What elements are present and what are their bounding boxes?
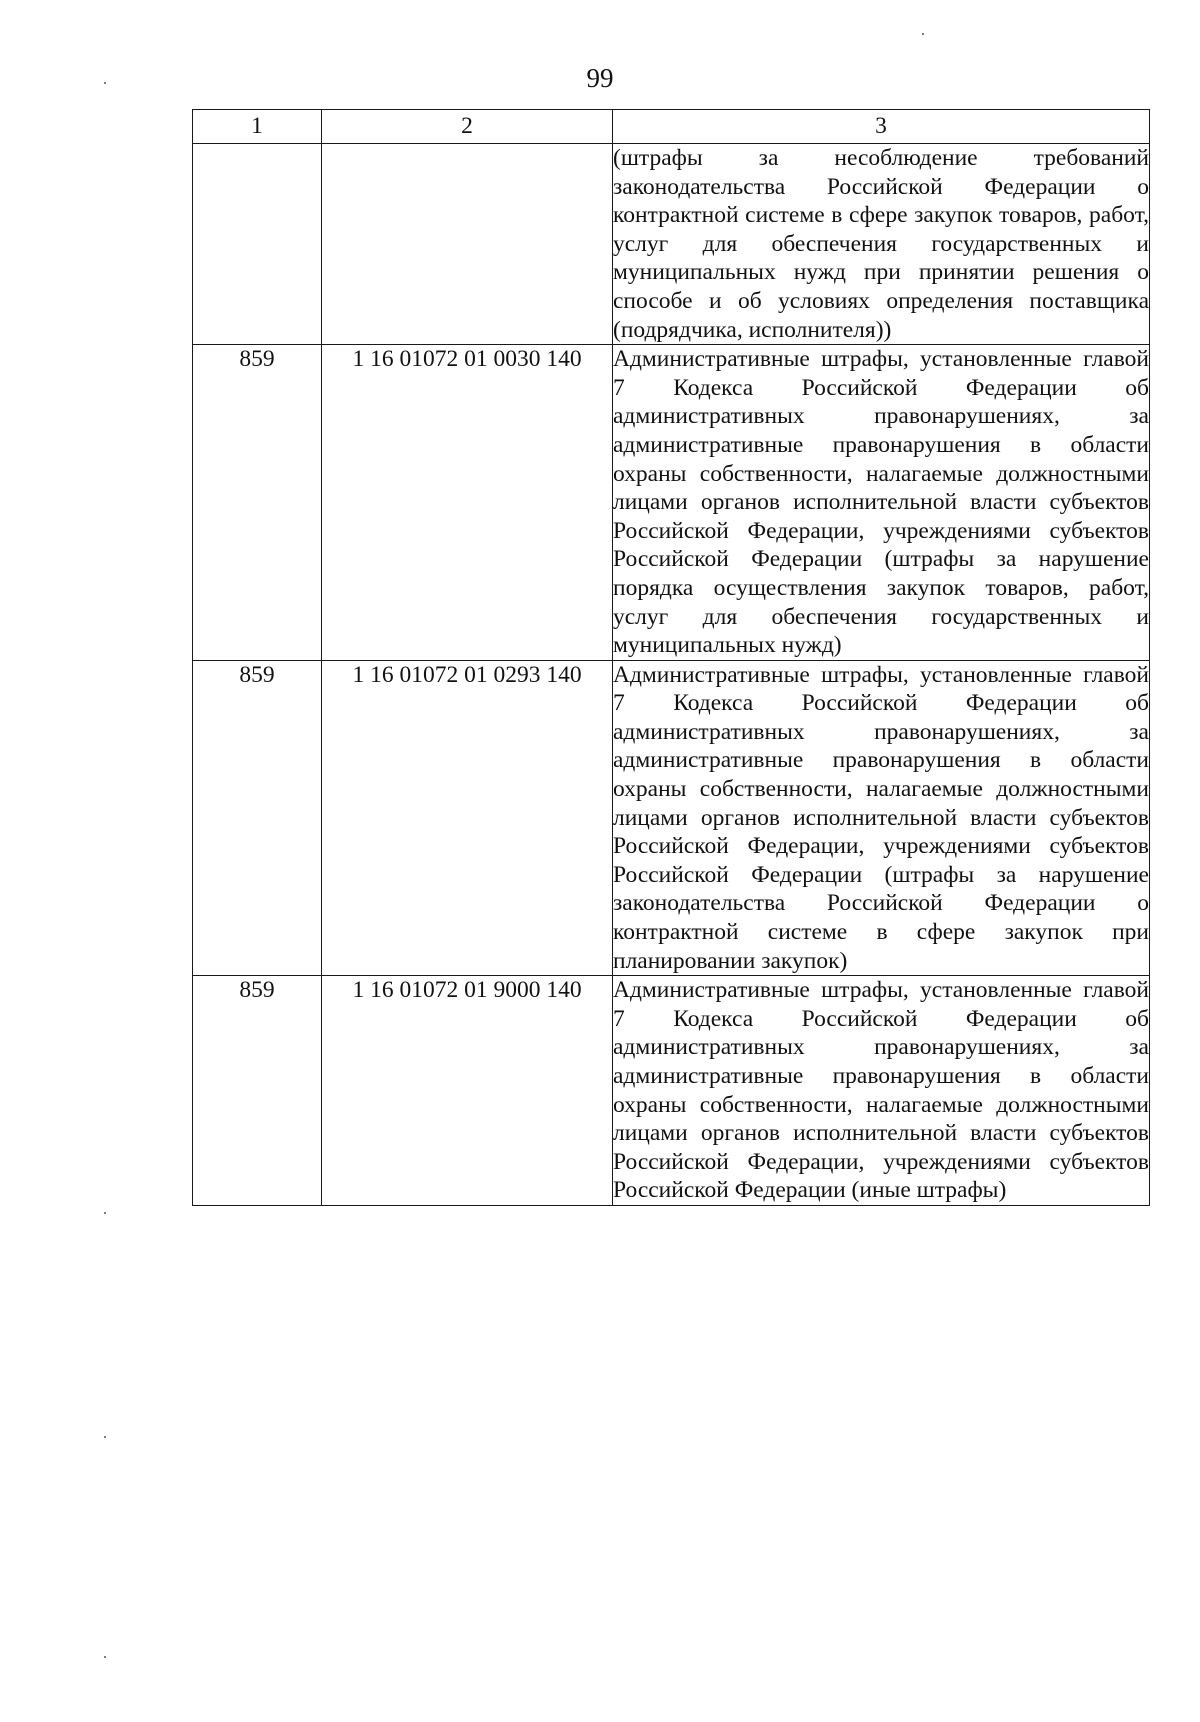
table-row [193,660,1150,976]
column-header-2: 2 [322,110,613,144]
table-row [193,976,1150,1206]
admin-code-cell: 859 [193,660,322,976]
admin-code-cell [193,144,322,345]
scan-speck [104,1436,106,1438]
scan-speck [104,1656,106,1658]
budget-code-cell: 1 16 01072 01 0293 140 [322,660,613,976]
admin-code-cell: 859 [193,345,322,661]
table-row [193,345,1150,661]
page-number: 99 [586,63,614,93]
scan-speck [104,82,106,84]
description-cell: (штрафы за несоблюдение требований законодательства Российской Федерации о контрактной системе в сфере закупок товаров, работ, услуг для обеспечения государственных и муниципальных нужд при принятии решения о способе и об условиях определения поставщика (подрядчика, исполнителя)) [613,144,1150,345]
column-header-1: 1 [193,110,322,144]
budget-code-cell [322,144,613,345]
table-row [193,144,1150,345]
description-cell: Административные штрафы, установленные главой 7 Кодекса Российской Федерации об административных правонарушениях, за административные правонарушения в области охраны собственности, налагаемые должностными лицами органов исполнительной власти субъектов Российской Федерации, учреждениями субъектов Российской Федерации (штрафы за нарушение законодательства Российской Федерации о контрактной системе в сфере закупок при планировании закупок) [613,660,1150,976]
table-header-row [193,110,1150,144]
budget-code-cell: 1 16 01072 01 0030 140 [322,345,613,661]
budget-codes-table [192,109,1150,1206]
scan-speck [104,1212,106,1214]
description-cell: Административные штрафы, установленные главой 7 Кодекса Российской Федерации об административных правонарушениях, за административные правонарушения в области охраны собственности, налагаемые должностными лицами органов исполнительной власти субъектов Российской Федерации, учреждениями субъектов Российской Федерации (иные штрафы) [613,976,1150,1206]
budget-code-cell: 1 16 01072 01 9000 140 [322,976,613,1206]
scan-speck [922,33,924,35]
description-cell: Административные штрафы, установленные главой 7 Кодекса Российской Федерации об административных правонарушениях, за административные правонарушения в области охраны собственности, налагаемые должностными лицами органов исполнительной власти субъектов Российской Федерации, учреждениями субъектов Российской Федерации (штрафы за нарушение порядка осуществления закупок товаров, работ, услуг для обеспечения государственных и муниципальных нужд) [613,345,1150,661]
admin-code-cell: 859 [193,976,322,1206]
column-header-3: 3 [613,110,1150,144]
